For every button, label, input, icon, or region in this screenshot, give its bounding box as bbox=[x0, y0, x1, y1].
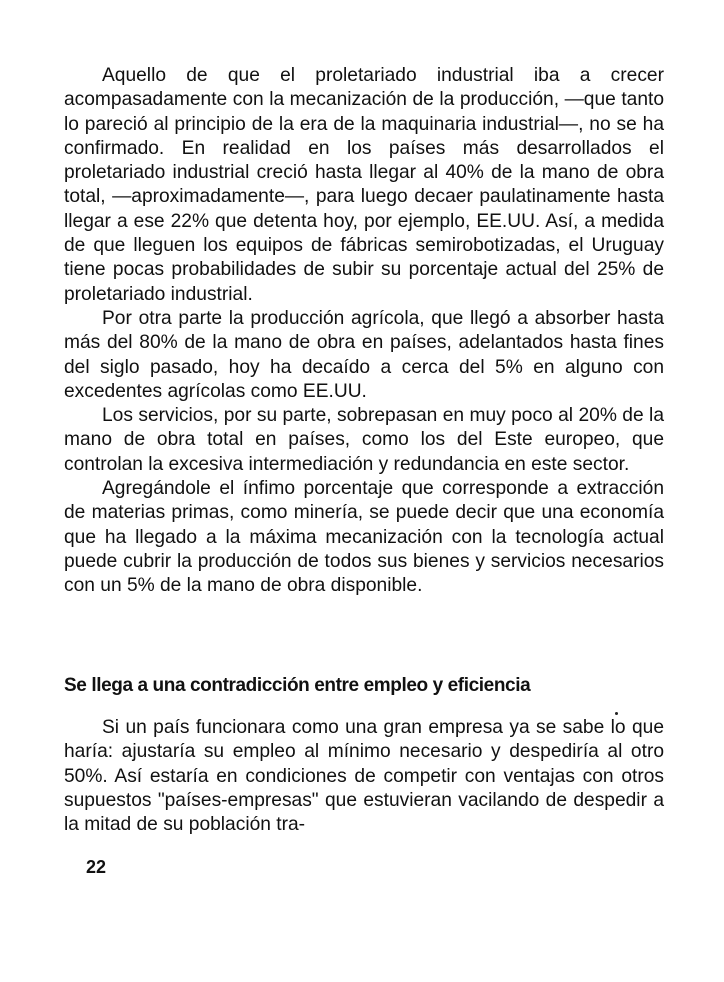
paragraph: Agregándole el ínfimo porcentaje que corresponde a extracción de materias primas, como minería, se puede decir que una economía que ha llegado a la máxima mecanización con la tecnología actual puede cubrir la producción de todos sus bienes y servicios necesarios con un 5% de la mano de obra disponible. bbox=[64, 478, 664, 597]
paragraph: Aquello de que el proletariado industrial iba a crecer acompasadamente con la mecanización de la producción, —que tanto lo pareció al principio de la era de la maquinaria industrial—, no se ha confirmado. En realidad en los países más desarrollados el proletariado industrial creció hasta llegar al 40% de la mano de obra total, —aproximadamente—, para luego decaer paulatinamente hasta llegar a ese 22% que detenta hoy, por ejemplo, EE.UU. Así, a medida de que lleguen los equipos de fábricas semirobotizadas, el Uruguay tiene pocas probabilidades de subir su porcentaje actual del 25% de proletariado industrial. bbox=[64, 65, 664, 305]
body-text-bottom bbox=[64, 716, 664, 837]
paragraph: Los servicios, por su parte, sobrepasan en muy poco al 20% de la mano de obra total en países, como los del Este europeo, que controlan la excesiva intermediación y redundancia en este sector. bbox=[64, 405, 664, 475]
print-speck bbox=[615, 712, 618, 715]
paragraph: Si un país funcionara como una gran empresa ya se sabe lo que haría: ajustaría su empleo al mínimo necesario y despediría al otro 50%. Así estaría en condiciones de competir con ventajas con otros supuestos "países-empresas" que estuvieran vacilando de despedir a la mitad de su población tra- bbox=[64, 717, 664, 836]
section-heading: Se llega a una contradicción entre empleo y eficiencia bbox=[64, 675, 531, 696]
paragraph: Por otra parte la producción agrícola, que llegó a absorber hasta más del 80% de la mano de obra en países, adelantados hasta fines del siglo pasado, hoy ha decaído a cerca del 5% en alguno con excedentes agrícolas como EE.UU. bbox=[64, 307, 664, 402]
body-text-top bbox=[64, 64, 664, 599]
page-number: 22 bbox=[86, 857, 107, 877]
